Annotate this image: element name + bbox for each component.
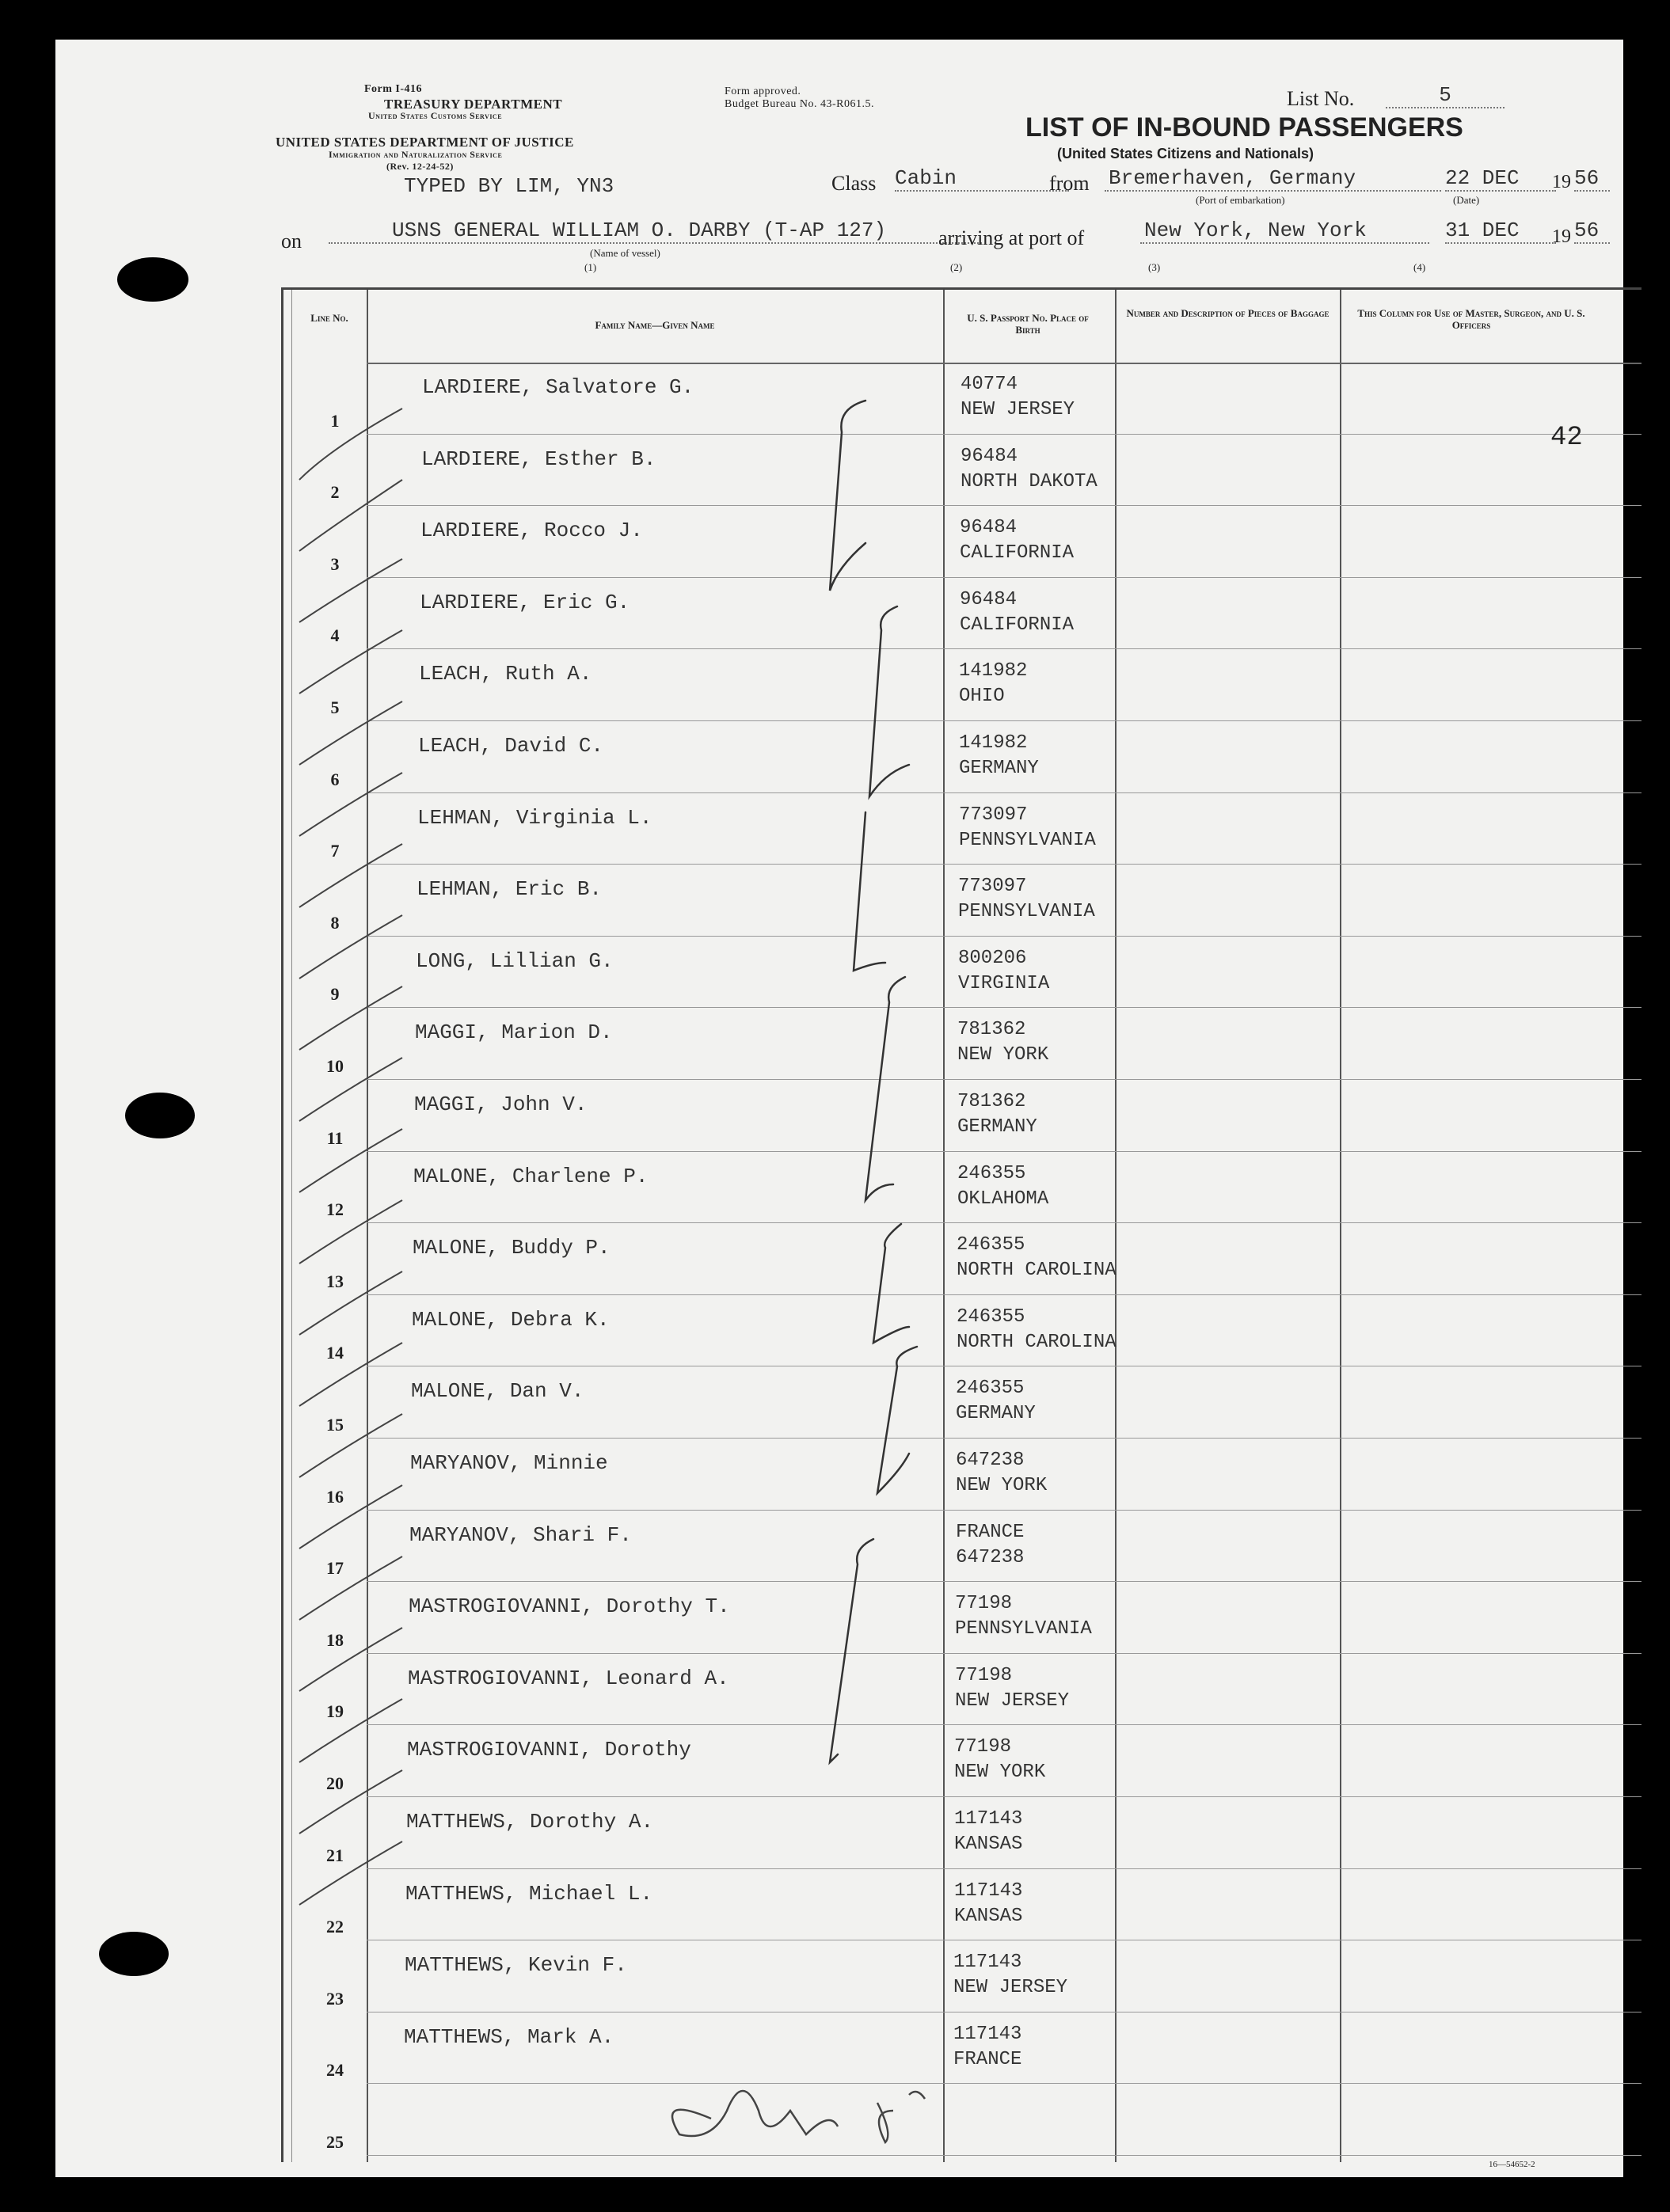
passenger-name: LONG, Lillian G. [416,948,614,973]
passport-number: 77198 [955,1593,1013,1615]
line-number: 21 [326,1845,344,1865]
passenger-name: MASTROGIOVANNI, Leonard A. [408,1666,729,1690]
place-of-birth: FRANCE [953,2048,1022,2070]
handwritten-check-marks [283,290,1641,2162]
passenger-name: MATTHEWS, Michael L. [405,1881,653,1906]
passport-number: 96484 [960,588,1018,610]
place-of-birth: NEW JERSEY [955,1689,1070,1712]
passenger-name: MALONE, Dan V. [411,1379,584,1404]
passport-number: 96484 [961,445,1018,467]
passport-number: 781362 [957,1091,1026,1112]
col-header-baggage: Number and Description of Pieces of Baggage [1126,307,1330,319]
passport-number: 773097 [959,804,1028,826]
passport-number: 246355 [956,1378,1025,1400]
passport-number: 96484 [960,517,1018,539]
place-of-birth: CALIFORNIA [960,614,1075,636]
officer-note: 42 [1550,423,1583,453]
passenger-name: LEHMAN, Eric B. [417,877,603,902]
passenger-name: MARYANOV, Minnie [410,1451,608,1475]
check-mark-10-11 [854,812,885,971]
passport-number: 141982 [959,732,1028,754]
place-of-birth: GERMANY [959,758,1039,779]
departure-year: 56 [1574,166,1610,192]
check-mark-21-24 [830,1539,873,1762]
passport-number: 117143 [953,1952,1022,1974]
line-number: 8 [330,912,340,933]
class-label: Class [831,172,877,195]
line-number: 17 [326,1558,344,1579]
place-of-birth: KANSAS [954,1834,1023,1855]
place-of-birth: GERMANY [957,1116,1037,1138]
place-of-birth: OKLAHOMA [957,1188,1049,1210]
line-number: 4 [330,625,340,646]
place-of-birth: KANSAS [954,1905,1023,1927]
line-number: 23 [326,1988,344,2009]
justice-label: UNITED STATES DEPARTMENT OF JUSTICE [276,135,574,150]
passport-number: FRANCE [956,1521,1025,1543]
place-of-birth: NEW YORK [957,1044,1049,1066]
arriving-label: arriving at port of [938,226,1085,249]
line-number: 24 [326,2060,344,2081]
list-no-label: List No. [1287,87,1355,110]
place-of-birth: NEW JERSEY [953,1977,1068,1999]
departure-date: 22 DEC [1445,166,1556,192]
line-number: 22 [326,1917,344,1937]
line-number: 19 [326,1701,344,1722]
vessel-name: USNS GENERAL WILLIAM O. DARBY (T-AP 127) [329,219,982,244]
place-of-birth: NORTH CAROLINA [957,1260,1117,1282]
passenger-name: LEACH, David C. [418,734,604,758]
col-header-officers: This Column for Use of Master, Surgeon, and U. S. Officers [1357,307,1585,331]
typed-by: TYPED BY LIM, YN3 [404,174,614,198]
line-number: 6 [330,769,340,789]
passport-number: 773097 [958,876,1027,898]
ins-label: Immigration and Naturalization Service [329,149,503,160]
from-label: from [1049,172,1090,195]
place-of-birth: GERMANY [956,1403,1036,1425]
vessel-caption: (Name of vessel) [590,247,660,259]
budget-bureau: Budget Bureau No. 43-R061.5. [725,98,874,110]
passport-number: 800206 [958,947,1027,969]
check-mark-5-8 [869,606,909,796]
line-number: 18 [326,1629,344,1650]
line-number: 2 [330,482,340,503]
place-of-birth: PENNSYLVANIA [955,1618,1092,1640]
passenger-name: MAGGI, Marion D. [415,1020,613,1045]
passenger-name: MASTROGIOVANNI, Dorothy T. [409,1594,730,1619]
on-label: on [281,230,302,253]
passenger-name: MALONE, Debra K. [412,1307,610,1332]
document-page [55,40,1623,2177]
form-approved: Form approved. [725,86,801,97]
place-of-birth: PENNSYLVANIA [959,829,1096,851]
passport-number: 246355 [957,1162,1026,1184]
passenger-name: MALONE, Buddy P. [413,1236,611,1260]
passport-number: 117143 [954,1879,1023,1902]
passenger-name: MASTROGIOVANNI, Dorothy [407,1738,691,1762]
footer-code: 16—54652-2 [1489,2160,1535,2169]
place-of-birth: OHIO [959,686,1005,708]
check-mark-12-15 [865,977,905,1200]
punch-hole-top [117,257,188,302]
arrival-year: 56 [1574,219,1610,244]
form-number: Form I-416 [364,83,423,95]
col-header-line-no: Line No. [310,312,348,324]
punch-hole-middle [125,1093,195,1138]
date-caption: (Date) [1453,194,1480,206]
arrival-date: 31 DEC [1445,219,1556,244]
passenger-name: LARDIERE, Salvatore G. [422,375,694,399]
line-number: 1 [330,410,340,431]
line-number: 16 [326,1486,344,1507]
passenger-name: LEACH, Ruth A. [419,662,592,686]
col-header-name: Family Name—Given Name [595,319,715,331]
passenger-name: MARYANOV, Shari F. [409,1522,632,1547]
place-of-birth: NEW YORK [956,1475,1048,1496]
port-embark-caption: (Port of embarkation) [1196,194,1285,206]
punch-hole-bottom [99,1932,169,1976]
caption-3: (3) [1148,261,1161,273]
place-of-birth: NORTH CAROLINA [957,1331,1117,1353]
caption-4: (4) [1413,261,1426,273]
line-number: 5 [330,697,340,717]
document-title: LIST OF IN-BOUND PASSENGERS [1025,112,1463,143]
line-number: 3 [330,553,340,574]
passport-number: 647238 [956,1450,1025,1471]
passport-number: 141982 [959,660,1028,682]
embarkation-port: Bremerhaven, Germany [1105,166,1441,192]
treasury-label: TREASURY DEPARTMENT [384,97,563,112]
caption-1: (1) [584,261,597,273]
passenger-name: MAGGI, John V. [414,1093,588,1116]
col-header-passport: U. S. Passport No. Place of Birth [967,312,1089,336]
place-of-birth: NEW JERSEY [961,399,1075,420]
line-number: 25 [326,2131,344,2152]
passenger-name: LEHMAN, Virginia L. [417,805,652,830]
line-number: 12 [326,1199,344,1220]
place-of-birth: 647238 [956,1546,1025,1568]
passport-number: 77198 [954,1736,1012,1758]
check-mark-16-17 [873,1224,909,1343]
passenger-name: MATTHEWS, Mark A. [404,2024,614,2049]
place-of-birth: NEW YORK [954,1762,1046,1784]
passport-number: 40774 [961,374,1018,395]
passenger-name: LARDIERE, Esther B. [421,447,656,471]
caption-2: (2) [950,261,963,273]
passenger-name: LARDIERE, Eric G. [420,590,630,614]
arrival-year-prefix: 19 [1552,226,1571,247]
line-number: 9 [330,984,340,1005]
line-number: 10 [326,1055,344,1076]
passport-number: 117143 [954,1808,1023,1830]
revision-label: (Rev. 12-24-52) [386,161,454,172]
passenger-name: MALONE, Charlene P. [413,1164,649,1188]
line-number: 14 [326,1343,344,1363]
document-subtitle: (United States Citizens and Nationals) [1057,146,1314,162]
place-of-birth: CALIFORNIA [960,542,1075,564]
line-number: 15 [326,1414,344,1435]
check-mark-18-20 [877,1347,917,1493]
passport-number: 246355 [957,1306,1025,1328]
passenger-table [281,287,1641,2162]
arrival-port: New York, New York [1140,219,1429,244]
place-of-birth: PENNSYLVANIA [958,901,1095,923]
line-number: 20 [326,1773,344,1793]
line-number: 11 [326,1127,344,1148]
passenger-name: LARDIERE, Rocco J. [420,519,643,543]
passport-number: 781362 [957,1019,1026,1041]
handwritten-signature [672,2091,925,2142]
passenger-name: MATTHEWS, Dorothy A. [406,1810,654,1834]
passenger-name: MATTHEWS, Kevin F. [405,1953,627,1978]
departure-year-prefix: 19 [1552,172,1571,192]
place-of-birth: VIRGINIA [958,972,1050,994]
line-number: 13 [326,1271,344,1291]
passport-number: 77198 [955,1664,1013,1686]
passport-number: 246355 [957,1234,1025,1256]
check-mark-1-4 [830,401,865,591]
list-no-value: 5 [1386,83,1505,108]
class-value: Cabin [895,166,1069,192]
customs-label: United States Customs Service [368,110,503,121]
place-of-birth: NORTH DAKOTA [961,470,1097,492]
line-number: 7 [330,841,340,861]
passport-number: 117143 [953,2023,1022,2045]
